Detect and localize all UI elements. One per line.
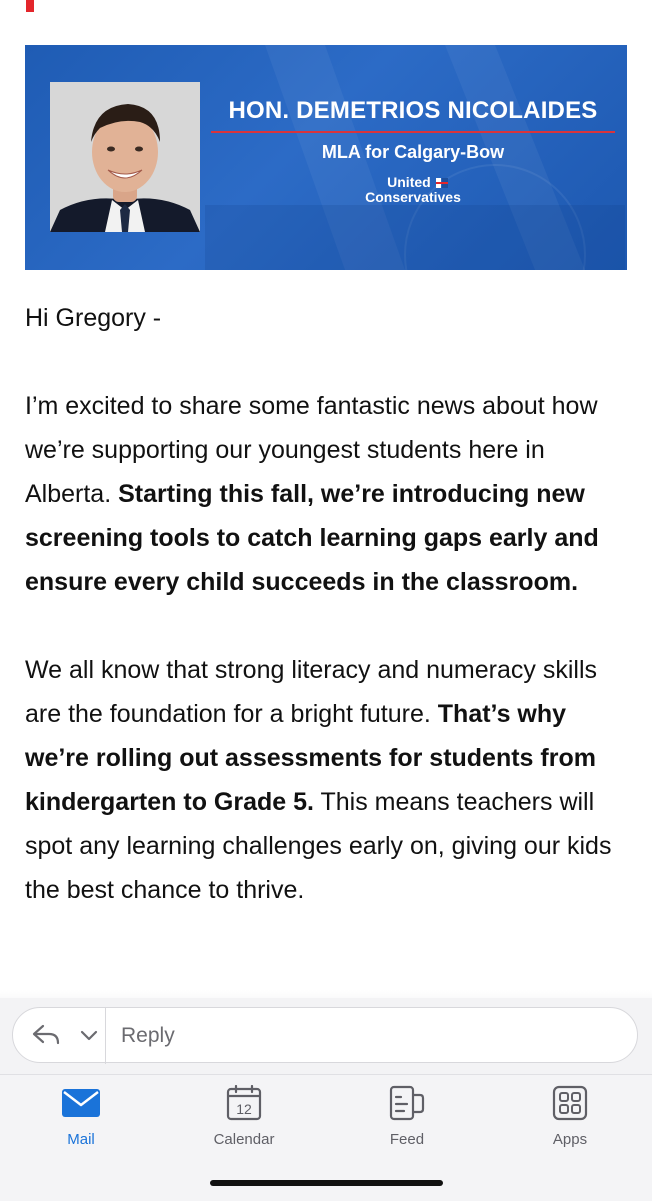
email-body — [25, 296, 630, 912]
banner-divider-rule — [211, 131, 615, 133]
apps-icon — [552, 1085, 588, 1121]
reply-input[interactable] — [121, 1021, 601, 1051]
party-logo-line2: Conservatives — [365, 189, 461, 205]
email-paragraph-1 — [25, 384, 630, 604]
tab-calendar-label: Calendar — [213, 1131, 275, 1148]
paragraph-1-bold-text: Starting this fall, we’re introducing new screening tools to catch learning gaps early and ensure every child succeeds in the classroom. — [25, 480, 599, 596]
top-accent-mark — [26, 0, 34, 12]
paragraph-2-bold-text: That’s why we’re rolling out assessments for students from kindergarten to Grade 5. — [25, 700, 596, 816]
email-greeting: Hi Gregory - — [25, 304, 162, 332]
header-banner — [25, 45, 627, 270]
reply-divider — [105, 1008, 106, 1064]
mla-portrait-photo — [50, 82, 200, 232]
calendar-day-number: 12 — [236, 1101, 252, 1117]
feed-icon — [387, 1085, 427, 1121]
tab-calendar[interactable] — [194, 1085, 294, 1148]
party-logo-line1: United — [387, 174, 431, 190]
tab-mail-label: Mail — [67, 1131, 95, 1148]
paragraph-2-text: We all know that strong literacy and numeracy skills are the foundation for a bright future. — [25, 656, 597, 728]
party-logo — [365, 175, 461, 205]
banner-mla-name: HON. DEMETRIOS NICOLAIDES — [228, 97, 598, 124]
tab-apps-label: Apps — [552, 1131, 588, 1148]
reply-bar[interactable] — [12, 1007, 638, 1063]
paragraph-1-text: I’m excited to share some fantastic news about how we’re supporting our youngest students here in Alberta. — [25, 392, 598, 508]
tab-mail[interactable] — [31, 1085, 131, 1148]
tab-feed[interactable] — [357, 1085, 457, 1148]
chevron-down-icon[interactable] — [79, 1028, 99, 1042]
calendar-icon — [226, 1085, 262, 1121]
banner-text-block — [211, 97, 615, 207]
tab-apps[interactable] — [520, 1085, 620, 1148]
email-paragraph-2 — [25, 648, 630, 912]
banner-mla-role: MLA for Calgary-Bow — [321, 142, 505, 162]
home-indicator — [210, 1180, 443, 1186]
party-flag-icon — [436, 178, 448, 188]
reply-area — [0, 998, 652, 1074]
tab-feed-label: Feed — [389, 1131, 425, 1148]
mail-icon — [61, 1085, 101, 1121]
reply-arrow-icon[interactable] — [31, 1022, 61, 1048]
paragraph-2-closing-text: This means teachers will spot any learning challenges early on, giving our kids the best chance to thrive. — [25, 788, 612, 904]
